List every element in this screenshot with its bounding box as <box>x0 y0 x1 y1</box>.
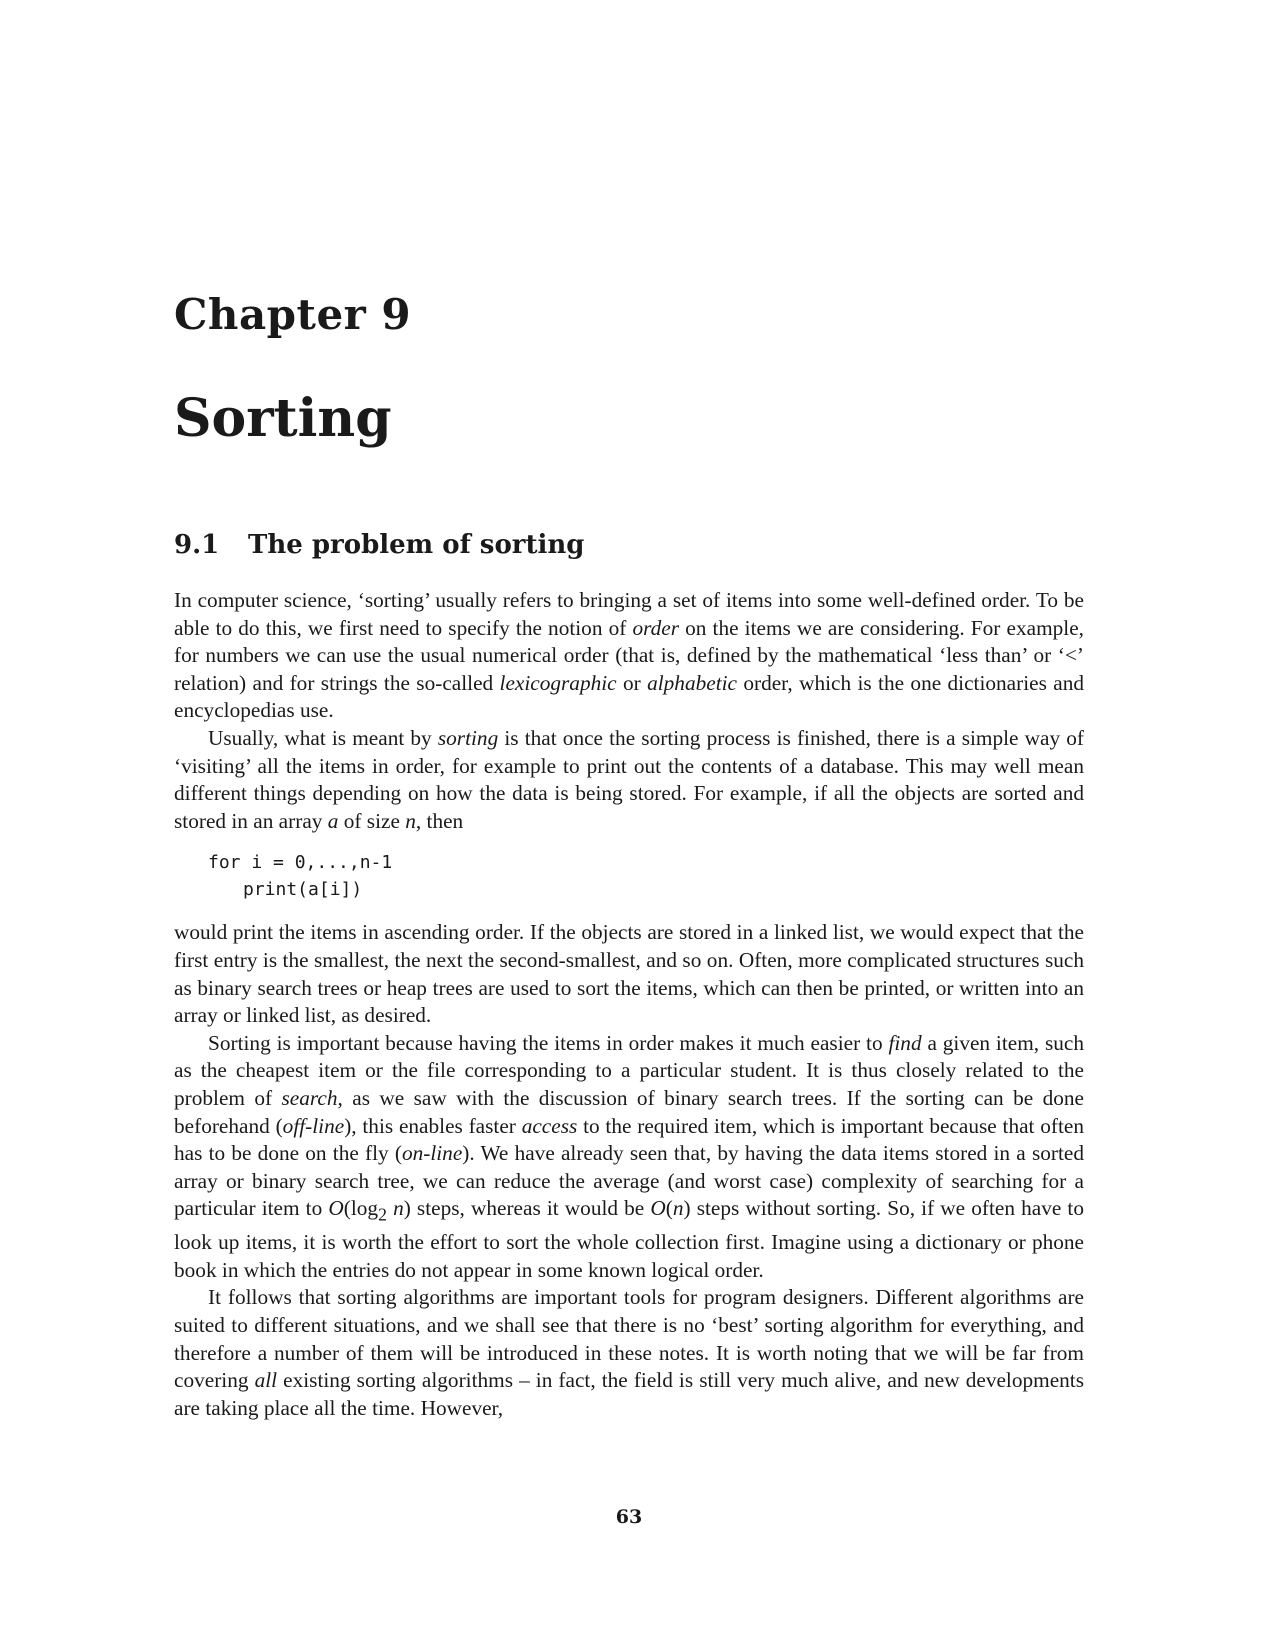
code-line: print(a[i]) <box>243 879 363 901</box>
math-var: O <box>650 1196 666 1221</box>
paragraph-4 <box>174 1030 1084 1285</box>
text-run: ) steps without sorting. So, if we often have to look up items, it is worth the effort to sort the whole collection first. Imagine using a dictionary or phone book in which the entries do not appear in some known logical order. <box>174 1196 1084 1282</box>
paragraph-2 <box>174 725 1084 835</box>
emphasis: find <box>888 1030 922 1055</box>
text-run: Sorting is important because having the items in order makes it much easier to <box>208 1030 889 1055</box>
paragraph-3: would print the items in ascending order. If the objects are stored in a linked list, we would expect that the first entry is the smallest, the next the second-smallest, and so on. Often, more complicated structures such as binary search trees or heap trees are used to sort the items, which can then be printed, or written into an array or linked list, as desired. <box>174 920 1084 1028</box>
math-var: n <box>393 1196 404 1221</box>
emphasis: alphabetic <box>647 670 737 695</box>
section-title: The problem of sorting <box>248 530 585 560</box>
text-run: existing sorting algorithms – in fact, the field is still very much alive, and new developments are taking place all the time. However, <box>174 1368 1084 1420</box>
emphasis: all <box>254 1368 278 1393</box>
emphasis: search <box>281 1085 338 1110</box>
page <box>174 0 1084 1650</box>
text-run: , as we saw with the discussion of binary search trees. If the sorting can be done beforehand ( <box>174 1085 1084 1138</box>
emphasis: lexicographic <box>499 670 617 695</box>
math-text: (log <box>343 1196 379 1221</box>
chapter-title: Sorting <box>174 388 392 449</box>
emphasis: on-line <box>401 1141 463 1166</box>
code-line: for i = 0,...,n-1 <box>208 852 393 874</box>
math-subscript: 2 <box>378 1204 387 1225</box>
chapter-label: Chapter 9 <box>174 290 412 339</box>
emphasis: order <box>632 615 679 640</box>
code-block <box>208 849 1084 903</box>
text-run: It follows that sorting algorithms are important tools for program designers. Different algorithms are suited to different situations, and we shall see that there is no ‘best’ sorting algorithm for everything, and therefore a number of them will be introduced in these notes. It is worth noting that we will be far from covering <box>174 1285 1084 1393</box>
text-run: to the required item, which is important because that often has to be done on the fly ( <box>174 1113 1085 1166</box>
text-run: a given item, such as the cheapest item or the file corresponding to a particular student. It is thus closely related to the problem of <box>174 1030 1085 1110</box>
text-run: In computer science, ‘sorting’ usually refers to bringing a set of items into some well-defined order. To be able to do this, we first need to specify the notion of <box>174 588 1084 640</box>
text-run: ). We have already seen that, by having the data items stored in a sorted array or binary search tree, we can reduce the average (and worst case) complexity of searching for a particular item to <box>174 1141 1084 1221</box>
text-run: , then <box>415 808 464 833</box>
math-var: O <box>328 1196 344 1221</box>
text-run: or <box>616 670 648 695</box>
text-run: order, which is the one dictionaries and encyclopedias use. <box>174 670 1084 723</box>
section-number: 9.1 <box>174 530 220 560</box>
text-run: on the items we are considering. For example, for numbers we can use the usual numerical order (that is, defined by the mathematical ‘less than’ or ‘<’ relation) and for strings the so-called <box>174 615 1084 695</box>
paragraph-5 <box>174 1284 1084 1422</box>
math-text: ( <box>665 1196 673 1221</box>
body-text <box>174 587 1084 1422</box>
text-run: ) steps, whereas it would be <box>403 1196 651 1221</box>
math-var: a <box>327 808 339 833</box>
text-run: ), this enables faster <box>344 1113 522 1138</box>
math-var: n <box>405 808 416 833</box>
emphasis: access <box>521 1113 578 1138</box>
section-heading <box>174 530 584 560</box>
text-run: of size <box>338 808 406 833</box>
emphasis: sorting <box>437 725 499 750</box>
math-var: n <box>672 1196 684 1221</box>
text-run: is that once the sorting process is finished, there is a simple way of ‘visiting’ all the items in order, for example to print out the contents of a database. This may well mean different things depending on how the data is being stored. For example, if all the objects are sorted and stored in an array <box>174 725 1084 833</box>
emphasis: off-line <box>282 1113 345 1138</box>
paragraph-1 <box>174 587 1084 725</box>
page-number: 63 <box>615 1506 643 1528</box>
text-run: Usually, what is meant by <box>208 725 438 750</box>
